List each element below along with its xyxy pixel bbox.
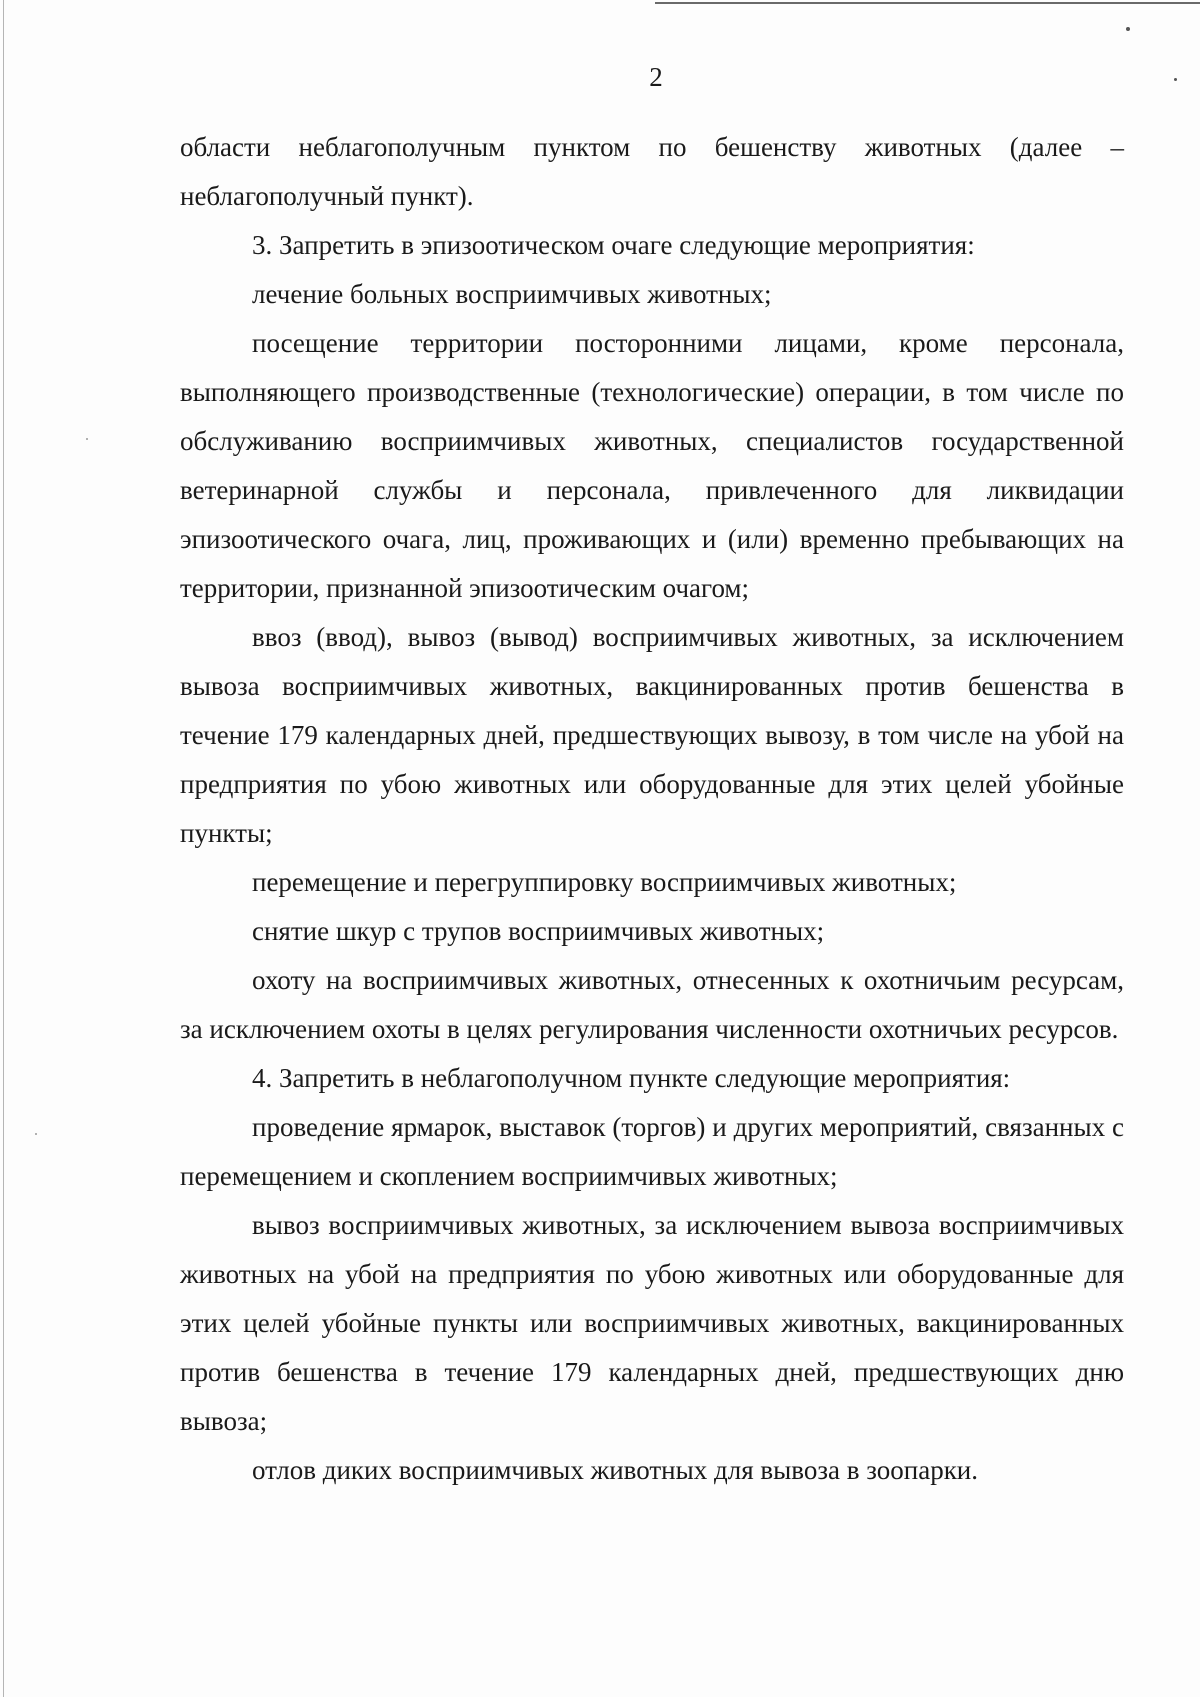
document-body — [180, 123, 1124, 1495]
paragraph: перемещение и перегруппировку восприимчивых животных; — [252, 867, 957, 897]
paragraph: ввоз (ввод), вывоз (вывод) восприимчивых животных, за исключением вывоза восприимчивых животных, вакцинированных против бешенства в течение 179 календарных дней, предшествующих вывозу, в том числе на убой на предприятия по убою животных или оборудованные для этих целей убойные пункты; — [180, 622, 1124, 848]
paragraph: снятие шкур с трупов восприимчивых животных; — [252, 916, 825, 946]
page-number: 2 — [649, 62, 663, 92]
paragraph: вывоз восприимчивых животных, за исключением вывоза восприимчивых животных на убой на предприятия по убою животных или оборудованные для этих целей убойные пункты или восприимчивых животных, вакцинированных против бешенства в течение 179 календарных дней, предшествующих дню вывоза; — [180, 1210, 1124, 1436]
scan-speck — [1126, 27, 1130, 31]
scan-speck — [86, 438, 88, 440]
scan-left-edge — [3, 0, 4, 1697]
scan-speck — [35, 1133, 37, 1135]
paragraph: 3. Запретить в эпизоотическом очаге следующие мероприятия: — [252, 230, 975, 260]
paragraph: отлов диких восприимчивых животных для вывоза в зоопарки. — [252, 1455, 979, 1485]
scan-top-rule — [655, 2, 1200, 4]
paragraph: проведение ярмарок, выставок (торгов) и других мероприятий, связанных с перемещением и скоплением восприимчивых животных; — [180, 1112, 1124, 1191]
paragraph: посещение территории посторонними лицами, кроме персонала, выполняющего производственные (технологические) операции, в том числе по обслуживанию восприимчивых животных, специалистов государственной ветеринарной службы и персонала, привлеченного для ликвидации эпизоотического очага, лиц, проживающих и (или) временно пребывающих на территории, признанной эпизоотическим очагом; — [180, 328, 1124, 603]
paragraph: области неблагополучным пунктом по бешенству животных (далее – неблагополучный пункт). — [180, 132, 1124, 211]
paragraph: охоту на восприимчивых животных, отнесенных к охотничьим ресурсам, за исключением охоты в целях регулирования численности охотничьих ресурсов. — [180, 965, 1124, 1044]
paragraph: лечение больных восприимчивых животных; — [252, 279, 772, 309]
paragraph: 4. Запретить в неблагополучном пункте следующие мероприятия: — [252, 1063, 1011, 1093]
